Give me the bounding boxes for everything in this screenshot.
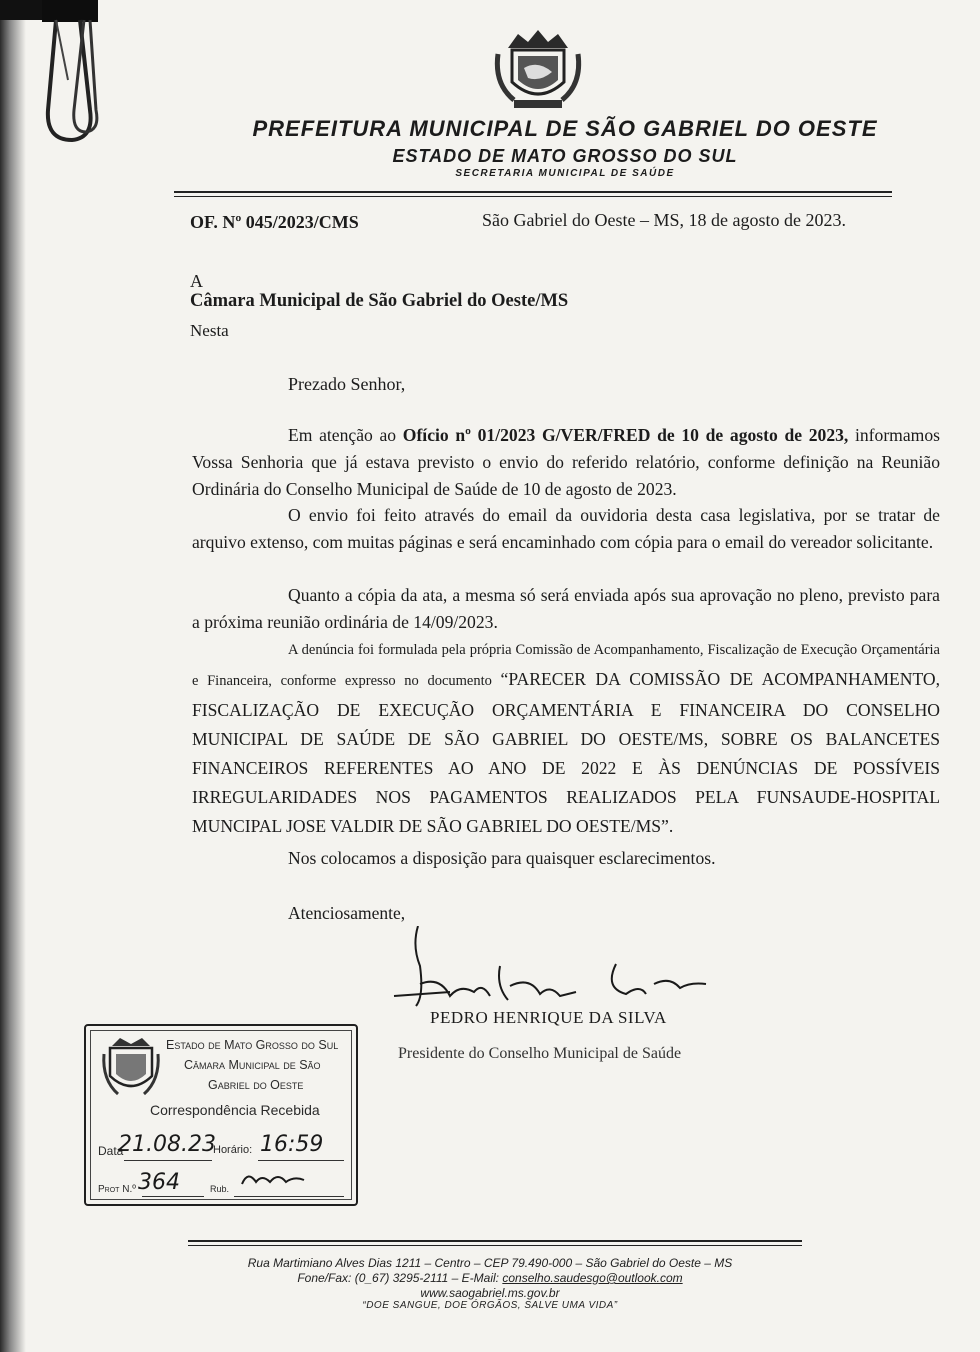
stamp-prot-value: 364 xyxy=(138,1170,180,1195)
footer-divider xyxy=(188,1240,802,1242)
paragraph-5 xyxy=(192,845,940,872)
scan-edge-shadow xyxy=(0,0,26,1352)
stamp-rub-line xyxy=(234,1196,344,1197)
header-secretaria: SECRETARIA MUNICIPAL DE SAÚDE xyxy=(455,168,675,179)
recipient-name: Câmara Municipal de São Gabriel do Oeste/MS xyxy=(190,291,569,311)
paragraph-3 xyxy=(192,582,940,636)
municipal-coat-of-arms-icon xyxy=(488,24,588,112)
stamp-line-estado: Estado de Mato Grosso do Sul xyxy=(166,1038,339,1052)
stamp-time-label: Horário: xyxy=(213,1144,253,1156)
signer-name: PEDRO HENRIQUE DA SILVA xyxy=(430,1008,667,1027)
recipient-prefix: A xyxy=(190,271,203,291)
footer-website[interactable]: www.saogabriel.ms.gov.br xyxy=(420,1286,560,1300)
paragraph-4-document-title: “PARECER DA COMISSÃO DE ACOMPANHAMENTO, FISCALIZAÇÃO DE EXECUÇÃO ORÇAMENTÁRIA E FINANCEIRA DO CONSELHO MUNICIPAL DE SAÚDE DE SÃO GABRIEL DO OESTE/MS, SOBRE OS BALANCETES FINANCEIROS REFERENTES AO ANO DE 2022 E ÀS DENÚNCIAS DE POSSÍVEIS IRREGULARIDADES NOS PAGAMENTOS REALIZADOS PELA FUNSAUDE-HOSPITAL MUNCIPAL JOSE VALDIR DE SÃO GABRIEL DO OESTE/MS”. xyxy=(192,669,940,836)
footer-contact xyxy=(0,1271,980,1285)
header-estado: ESTADO DE MATO GROSSO DO SUL xyxy=(392,146,738,166)
paragraph-4-intro: A denúncia foi formulada pela própria Comissão de Acompanhamento, Fiscalização de Execução Orçamentária e Financeira, conforme expresso no documento xyxy=(192,642,940,689)
stamp-rub-label: Rub. xyxy=(210,1184,230,1194)
signer-role: Presidente do Conselho Municipal de Saúde xyxy=(398,1045,682,1062)
footer-address: Rua Martimiano Alves Dias 1211 – Centro – CEP 79.490-000 – São Gabriel do Oeste – MS xyxy=(247,1256,733,1270)
stamp-line-city: Gabriel do Oeste xyxy=(208,1078,304,1092)
footer-divider-thin xyxy=(188,1245,802,1246)
paragraph-5-text: Nos colocamos a disposição para quaisquer esclarecimentos. xyxy=(288,848,716,868)
stamp-date-label: Data xyxy=(98,1144,124,1158)
letter-place-date: São Gabriel do Oeste – MS, 18 de agosto de 2023. xyxy=(482,210,846,230)
letter-reference: OF. Nº 045/2023/CMS xyxy=(190,212,359,232)
stamp-line-camara: Câmara Municipal de São xyxy=(184,1058,321,1072)
paragraph-2-text: O envio foi feito através do email da ouvidoria desta casa legislativa, por se tratar de arquivo extenso, com muitas páginas e será encaminhado com cópia para o email do vereador solicitante. xyxy=(192,505,940,552)
paragraph-1-intro: Em atenção ao xyxy=(288,425,403,445)
paragraph-3-text: Quanto a cópia da ata, a mesma só será enviada após sua aprovação no pleno, previsto para a próxima reunião ordinária de 14/09/2023. xyxy=(192,585,940,632)
stamp-prot-label: Prot N.º xyxy=(98,1184,136,1195)
stamp-prot-line xyxy=(142,1196,204,1197)
footer-slogan: “DOE SANGUE, DOE ÓRGÃOS, SALVE UMA VIDA” xyxy=(362,1300,618,1311)
stamp-rubric-signature xyxy=(238,1166,308,1192)
stamp-line-received: Correspondência Recebida xyxy=(150,1102,320,1118)
camara-crest-icon xyxy=(100,1036,162,1100)
paragraph-1 xyxy=(192,422,940,503)
closing: Atenciosamente, xyxy=(288,903,406,923)
footer-email-link[interactable]: conselho.saudesgo@outlook.com xyxy=(502,1271,683,1285)
paragraph-1-oficio-ref: Ofício nº 01/2023 G/VER/FRED de 10 de agosto de 2023, xyxy=(402,425,849,445)
paragraph-2 xyxy=(192,502,940,556)
paragraph-1-rest: informamos Vossa Senhoria que já estava previsto o envio do referido relatório, conforme definição na Reunião Ordinária do Conselho Municipal de Saúde de 10 de agosto de 2023. xyxy=(192,425,941,499)
stamp-time-line xyxy=(258,1160,344,1161)
header-divider xyxy=(174,191,892,193)
footer-phone: Fone/Fax: (0_67) 3295-2111 – E-Mail: xyxy=(297,1271,503,1285)
paragraph-4 xyxy=(192,634,940,841)
stamp-date-line xyxy=(124,1160,212,1161)
stamp-time-value: 16:59 xyxy=(260,1132,324,1157)
reception-stamp xyxy=(84,1024,358,1206)
stamp-date-value: 21.08.23 xyxy=(118,1132,216,1157)
recipient-location: Nesta xyxy=(190,321,229,340)
header-prefeitura: PREFEITURA MUNICIPAL DE SÃO GABRIEL DO OESTE xyxy=(252,116,878,141)
header-divider-thin xyxy=(174,196,892,197)
greeting: Prezado Senhor, xyxy=(288,374,406,394)
